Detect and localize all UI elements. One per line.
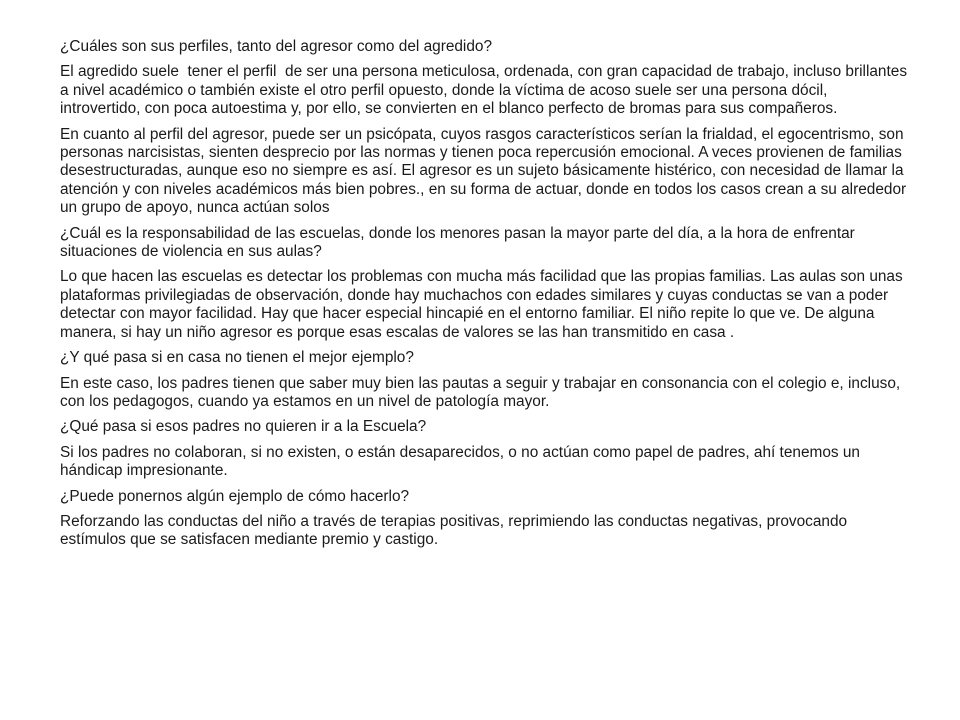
question-profiles: ¿Cuáles son sus perfiles, tanto del agresor como del agredido? — [60, 38, 493, 55]
question-parents-refuse: ¿Qué pasa si esos padres no quieren ir a la Escuela? — [60, 418, 427, 436]
answer-example: Reforzando las conductas del niño a través de terapias positivas, reprimiendo las conductas negativas, provocando estímulos que se satisfacen mediante premio y castigo. — [60, 512, 852, 549]
answer-victim-profile: El agredido suele tener el perfil de ser una persona meticulosa, ordenada, con gran capacidad de trabajo, incluso brillantes a nivel académico o también existe el otro perfil opuesto, donde la víctima de acoso suele ser una persona dócil, introvertido, con poca autoestima y, por ello, se convierten en el blanco perfecto de bromas para sus compañeros. — [60, 63, 912, 118]
answer-bad-example-home: En este caso, los padres tienen que saber muy bien las pautas a seguir y trabajar en consonancia con el colegio e, incluso, con los pedagogos, cuando ya estamos en un nivel de patología mayor. — [60, 374, 905, 410]
question-example: ¿Puede ponernos algún ejemplo de cómo hacerlo? — [60, 487, 410, 505]
answer-aggressor-profile: En cuanto al perfil del agresor, puede ser un psicópata, cuyos rasgos característicos serían la frialdad, el egocentrismo, son personas narcisistas, sienten desprecio por las normas y tienen poca repercusión emocional. A veces provienen de familias desestructuradas, aunque eso no siempre es así. El agresor es un sujeto básicamente histérico, con necesidad de llamar la atención y con niveles académicos más bien pobres., en su forma de actuar, donde en todos los casos crean a su alrededor un grupo de apoyo, nunca actúan solos — [60, 125, 911, 217]
question-bad-example-home: ¿Y qué pasa si en casa no tienen el mejor ejemplo? — [60, 349, 414, 367]
question-school-responsibility: ¿Cuál es la responsabilidad de las escuelas, donde los menores pasan la mayor parte del día, a la hora de enfrentar situaciones de violencia en sus aulas? — [60, 224, 860, 261]
answer-parents-refuse: Si los padres no colaboran, si no existen, o están desaparecidos, o no actúan como papel de padres, ahí tenemos un hándicap impresionante. — [60, 443, 865, 480]
answer-school-responsibility: Lo que hacen las escuelas es detectar los problemas con mucha más facilidad que las propias familias. Las aulas son unas plataformas privilegiadas de observación, donde hay muchachos con edades similares y cuyas conductas se van a poder detectar con mayor facilidad. Hay que hacer especial hincapié en el entorno familiar. El niño repite lo que ve. De alguna manera, si hay un niño agresor es porque esas escalas de valores se las han transmitido en casa . — [60, 268, 907, 341]
text-body — [60, 38, 910, 557]
